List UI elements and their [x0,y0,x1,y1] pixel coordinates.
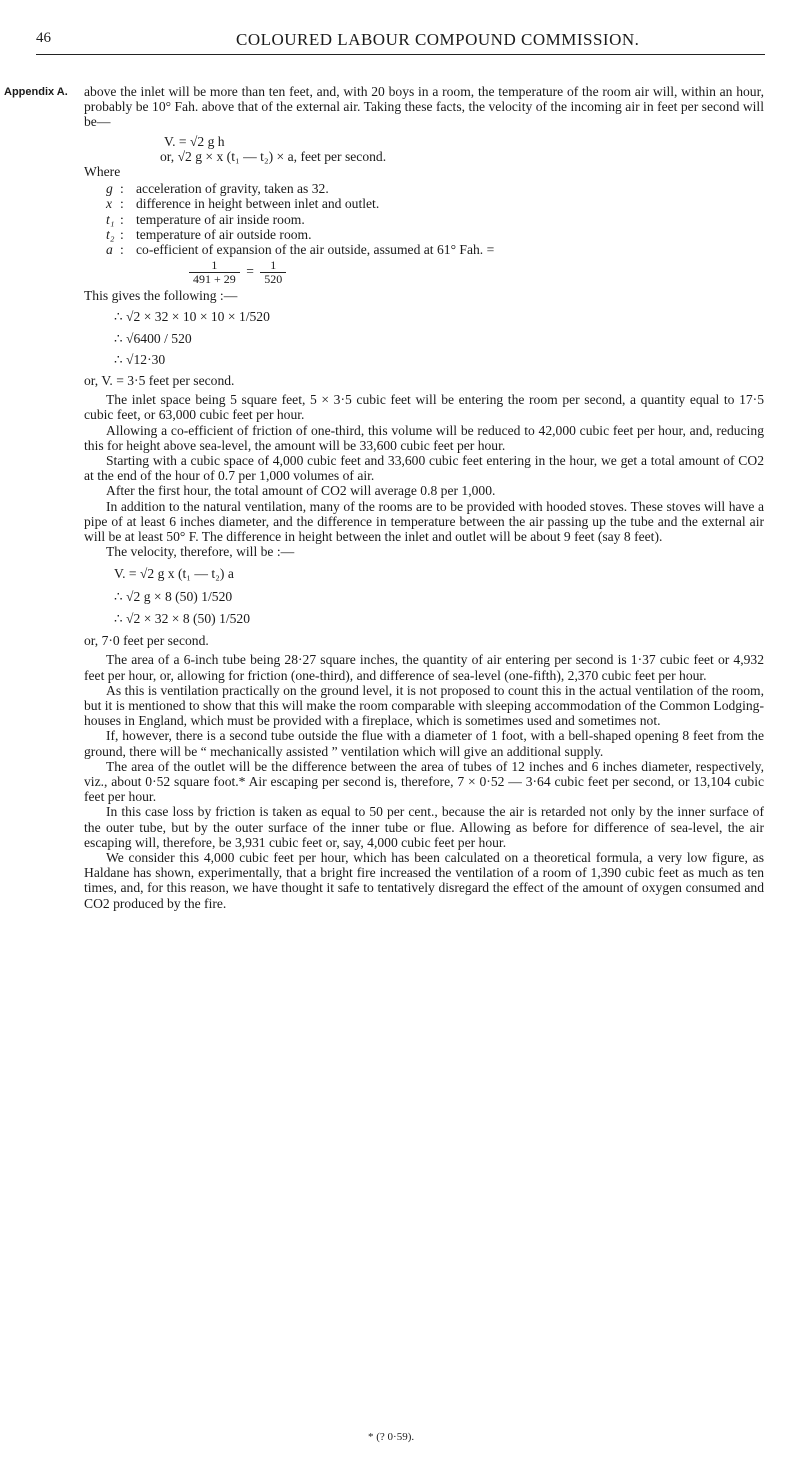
paragraph: The area of a 6-inch tube being 28·27 square inches, the quantity of air entering per second is 1·37 cubic feet or 4,932 feet per hour, or, allowing for friction (one-third), and difference of sea-level (one-fifth), 2,370 cubic feet per hour. [84,652,764,683]
variable-symbol: t₂ [106,226,115,242]
variable-description: difference in height between inlet and outlet. [136,196,380,212]
variable-symbol: a [106,242,113,258]
variable-symbol: x [106,196,113,212]
velocity-calculation [114,566,764,626]
paragraph: above the inlet will be more than ten feet, and, with 20 boys in a room, the temperature of the room air will, within an hour, probably be 10° Fah. above that of the external air. Taking these facts, the velocity of the incoming air in feet per second will be— [84,84,764,130]
calc-step: V. = √2 g x (t₁ — t₂) a [114,566,234,582]
paragraph: In this case loss by friction is taken as equal to 50 per cent., because the air is retarded not only by the inner surface of the outer tube, but by the outer surface of the inner tube or flue. Allowing as before for difference of sea-level, the air escaping will, therefore, be 3,931 cubic feet or, say, 4,000 cubic feet per hour. [84,804,764,850]
paragraph: We consider this 4,000 cubic feet per hour, which has been calculated on a theoretical formula, a very low figure, as Haldane has shown, experimentally, that a bright fire increased the ventilation of a room of 1,390 cubic feet as much as ten times, and, for this reason, we have thought it safe to tentatively disregard the effect of the amount of oxygen consumed and CO2 produced by the fire. [84,849,764,911]
page-number: 46 [36,30,51,46]
fraction: $\frac{1}{520}$ [260,259,286,286]
variable-description: temperature of air inside room. [136,211,305,227]
body-text [84,84,764,911]
variable-definitions [106,181,764,286]
paragraph: After the first hour, the total amount of CO2 will average 0.8 per 1,000. [106,483,496,499]
paragraph: The inlet space being 5 square feet, 5 × 3·5 cubic feet will be entering the room per second, a quantity equal to 17·5 cubic feet, or 63,000 cubic feet per hour. [84,392,764,423]
calc-step: ∴ √2 × 32 × 10 × 10 × 1/520 [114,309,270,325]
paragraph: If, however, there is a second tube outside the flue with a diameter of 1 foot, with a bell-shaped opening 8 feet from the ground, there will be “ mechanically assisted ” ventilation which will give an additional supply. [84,728,764,759]
definition-row: g : acceleration of gravity, taken as 32. [106,181,764,196]
paragraph: As this is ventilation practically on the ground level, it is not proposed to count this in the actual ventilation of the room, but it is mentioned to show that this will make the room comparable with sleeping accommodation of the Common Lodging-houses in England, which must be provided with a fireplace, which is sometimes used and sometimes not. [84,682,764,729]
root-calculation [114,309,764,367]
where-label: Where [84,164,121,180]
variable-symbol: t₁ [106,211,115,227]
calc-step: ∴ √2 × 32 × 8 (50) 1/520 [114,610,251,626]
paragraph: In addition to the natural ventilation, many of the rooms are to be provided with hooded stoves. These stoves will have a pipe of at least 6 inches diameter, and the difference in temperature between the air passing up the tube and the external air will be at least 50° F. The difference in height between the inlet and outlet will be about 9 feet (say 8 feet). [84,498,764,545]
running-title: COLOURED LABOUR COMPOUND COMMISSION. [236,30,640,49]
equation: or, √2 g × x (t₁ — t₂) × a, feet per second. [160,148,387,164]
variable-description: acceleration of gravity, taken as 32. [136,181,329,197]
definition-row: t₂ : temperature of air outside room. [106,227,764,242]
paragraph: The velocity, therefore, will be :— [106,544,295,560]
paragraph: Starting with a cubic space of 4,000 cubic feet and 33,600 cubic feet entering in the hour, we get a total amount of CO2 at the end of the hour of 0.7 per 1,000 volumes of air. [84,453,764,484]
margin-label: Appendix A. [4,86,68,98]
definition-row: a : co-efficient of expansion of the air outside, assumed at 61° Fah. = [106,242,764,257]
calc-step: ∴ √2 g × 8 (50) 1/520 [114,588,233,604]
lead-in: This gives the following :— [84,288,238,304]
definition-row: t₁ : temperature of air inside room. [106,212,764,227]
definition-row: x : difference in height between inlet and outlet. [106,196,764,211]
variable-description: temperature of air outside room. [136,226,312,242]
result-line: or, V. = 3·5 feet per second. [84,373,235,389]
coefficient-fraction: $\frac{1}{491 + 29}$ = $\frac{1}{520}$ [186,259,764,286]
variable-description: co-efficient of expansion of the air outside, assumed at 61° Fah. = [136,242,495,258]
page-header [36,30,765,55]
paragraph: The area of the outlet will be the difference between the area of tubes of 12 inches and 6 inches diameter, respectively, viz., about 0·52 square foot.* Air escaping per second is, therefore, 7 × 0·52 — 3·64 cubic feet per second, or 13,104 cubic feet per hour. [84,758,764,805]
equation: V. = √2 g h [164,133,225,149]
fraction: $\frac{1}{491 + 29}$ [189,259,240,286]
footnote: * (? 0·59). [368,1431,415,1443]
variable-symbol: g [106,181,113,197]
paragraph: Allowing a co-efficient of friction of one-third, this volume will be reduced to 42,000 cubic feet per hour, and, reducing this for height above sea-level, the amount will be 33,600 cubic feet per hour. [84,422,764,453]
result-line: or, 7·0 feet per second. [84,633,209,649]
calc-step: ∴ √12·30 [114,351,166,367]
calc-step: ∴ √6400 / 520 [114,330,192,346]
